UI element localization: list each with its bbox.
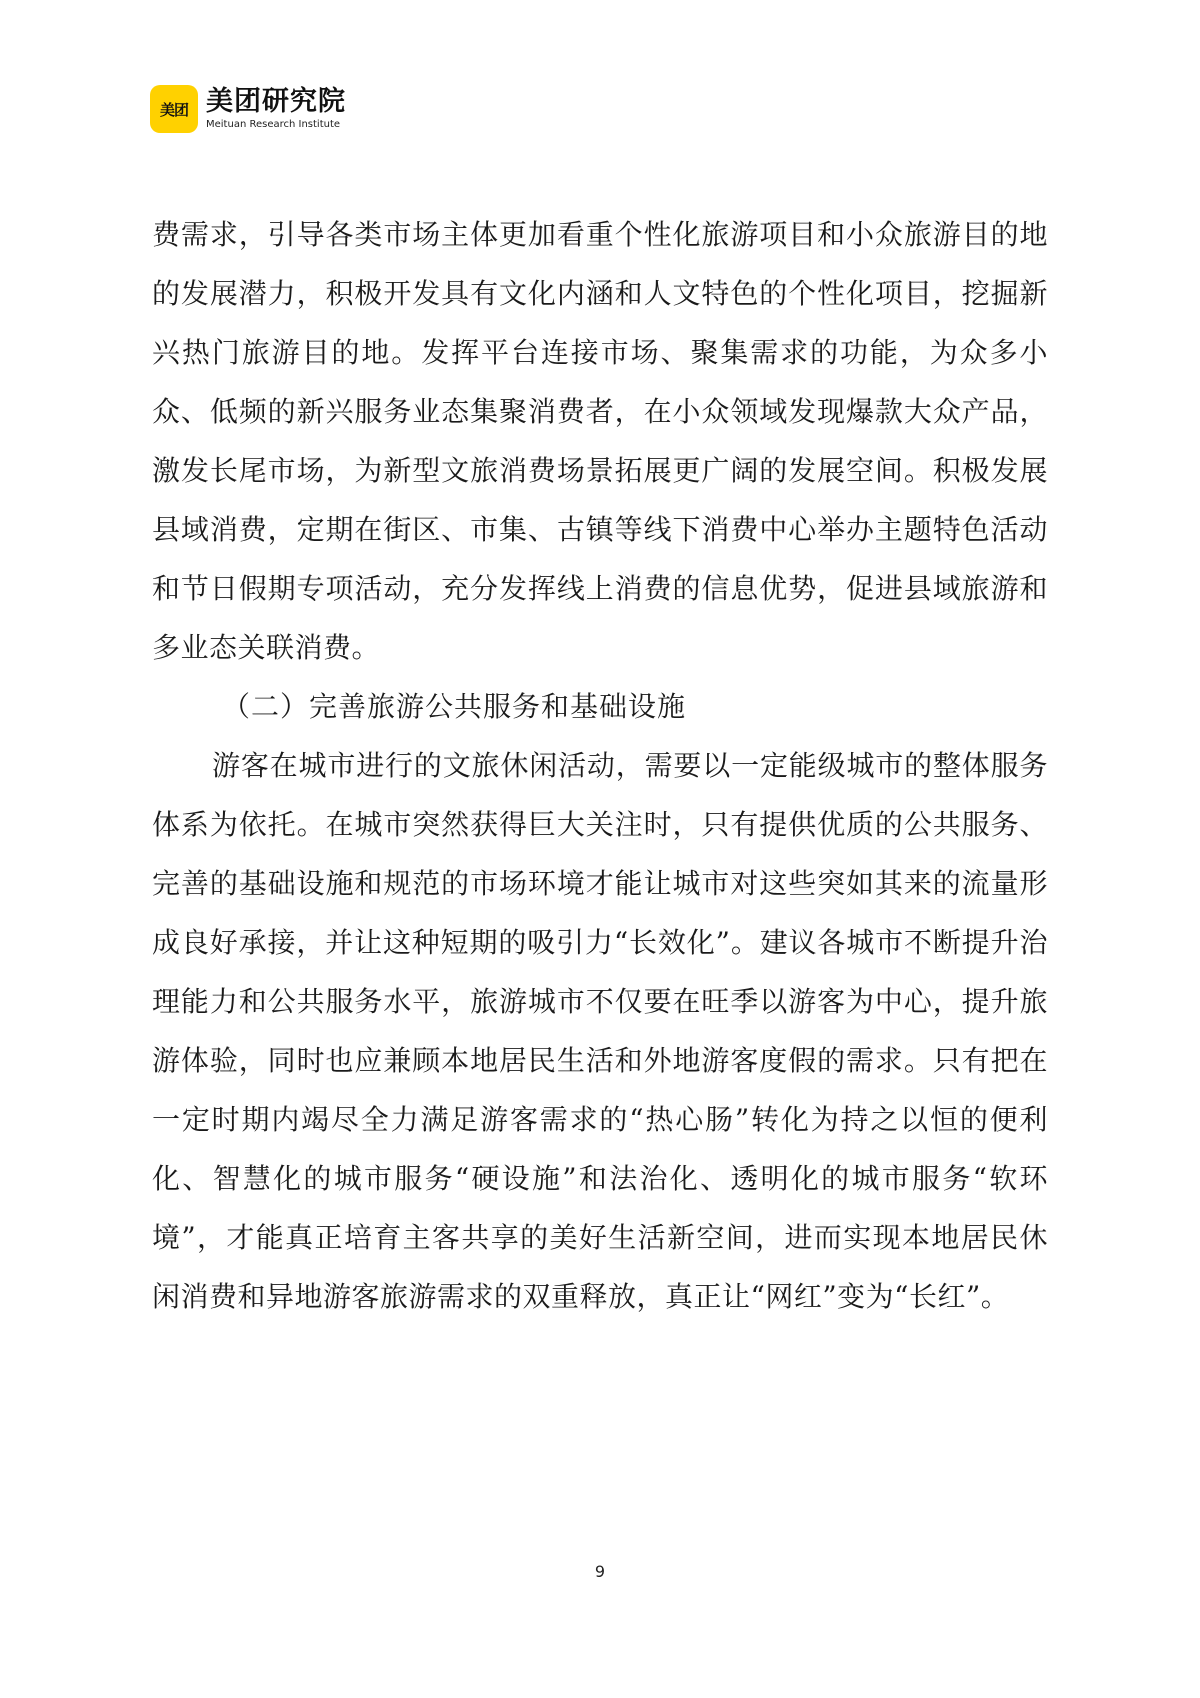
page-number: 9 [594,1562,606,1581]
document-body [152,205,1048,1326]
header [150,84,346,134]
logo-mark-text: 美团 [159,100,188,119]
meituan-logo-icon [150,85,198,133]
paragraph: 游客在城市进行的文旅休闲活动，需要以一定能级城市的整体服务体系为依托。在城市突然获得巨大关注时，只有提供优质的公共服务、完善的基础设施和规范的市场环境才能让城市对这些突如其来的流量形成良好承接，并让这种短期的吸引力“长效化”。建议各城市不断提升治理能力和公共服务水平，旅游城市不仅要在旺季以游客为中心，提升旅游体验，同时也应兼顾本地居民生活和外地游客度假的需求。只有把在一定时期内竭尽全力满足游客需求的“热心肠”转化为持之以恒的便利化、智慧化的城市服务“硬设施”和法治化、透明化的城市服务“软环境”，才能真正培育主客共享的美好生活新空间，进而实现本地居民休闲消费和异地游客旅游需求的双重释放，真正让“网红”变为“长红”。 [152,749,1048,1313]
org-name-cn: 美团研究院 [206,86,346,117]
paragraph-continued: 费需求，引导各类市场主体更加看重个性化旅游项目和小众旅游目的地的发展潜力，积极开发具有文化内涵和人文特色的个性化项目，挖掘新兴热门旅游目的地。发挥平台连接市场、聚集需求的功能，为众多小众、低频的新兴服务业态集聚消费者，在小众领域发现爆款大众产品，激发长尾市场，为新型文旅消费场景拓展更广阔的发展空间。积极发展县域消费，定期在街区、市集、古镇等线下消费中心举办主题特色活动和节日假期专项活动，充分发挥线上消费的信息优势，促进县域旅游和多业态关联消费。 [152,218,1048,664]
logo-wordmark [206,87,346,131]
org-name-en: Meituan Research Institute [206,119,341,130]
section-heading: （二）完善旅游公共服务和基础设施 [222,690,687,723]
